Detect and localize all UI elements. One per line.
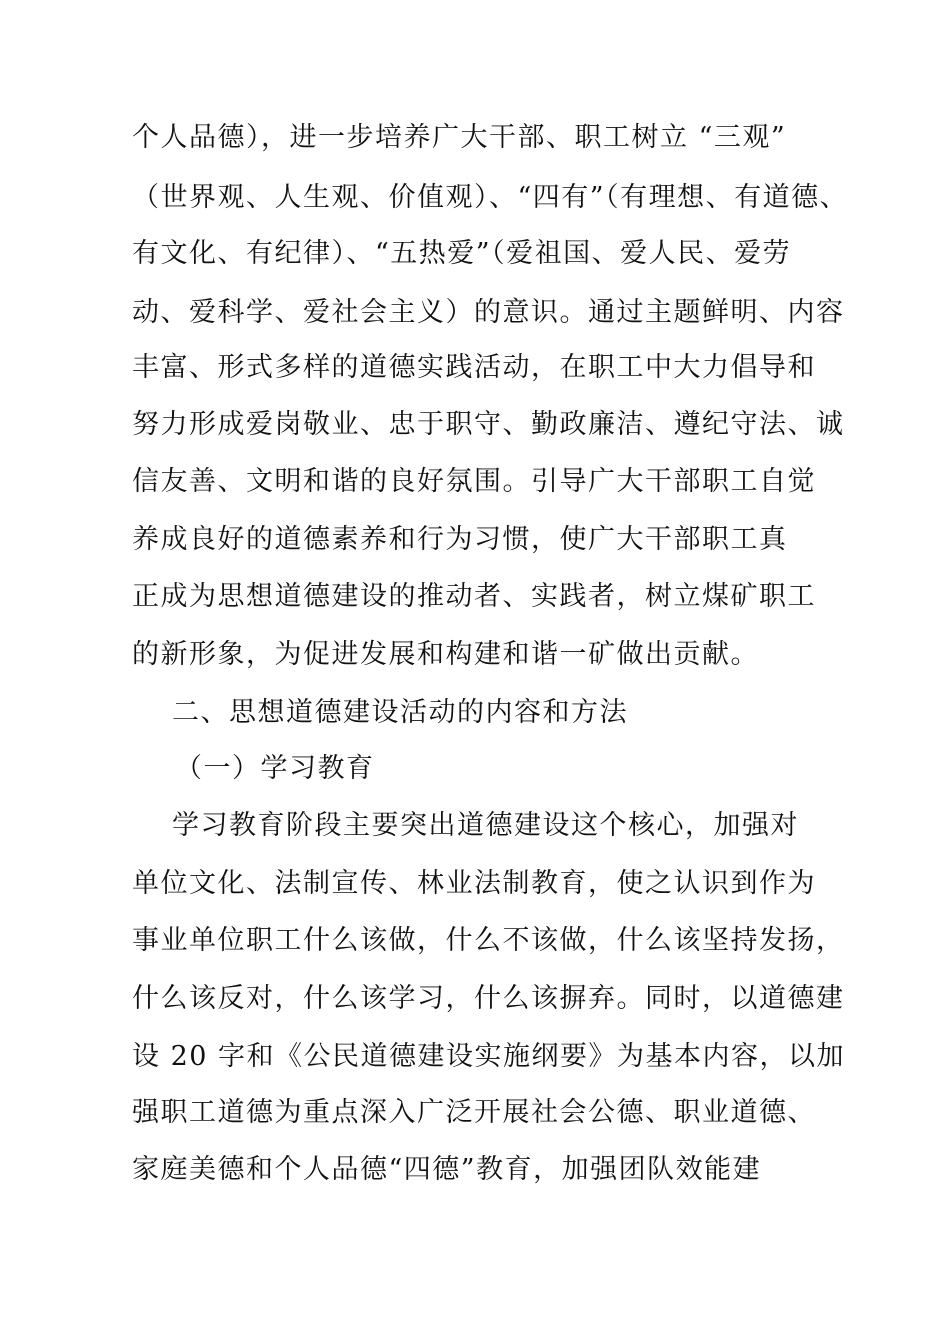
paragraph-line: 学习教育阶段主要突出道德建设这个核心，加强对 [172,810,799,841]
paragraph-line: 正成为思想道德建设的推动者、实践者，树立煤矿职工 [132,581,816,612]
paragraph-line: 什么该反对，什么该学习，什么该摒弃。同时，以道德建 [132,983,845,1014]
paragraph-line: （世界观、人生观、价值观）、“四有”（有理想、有道德、 [132,182,849,213]
paragraph-line: 设 20 字和《公民道德建设实施纲要》为基本内容，以加 [132,1041,846,1072]
paragraph-line: 信友善、文明和谐的良好氛围。引导广大干部职工自觉 [132,466,816,497]
section-heading: 二、思想道德建设活动的内容和方法 [172,697,628,728]
paragraph-line: 动、爱科学、爱社会主义）的意识。通过主题鲜明、内容 [132,297,845,328]
paragraph-line: 个人品德），进一步培养广大干部、职工树立 “三观” [132,122,787,153]
paragraph-line: 丰富、形式多样的道德实践活动，在职工中大力倡导和 [132,352,816,383]
paragraph-line: 努力形成爱岗敬业、忠于职守、勤政廉洁、遵纪守法、诚 [132,409,845,440]
paragraph-line: 有文化、有纪律）、“五热爱”（爱祖国、爱人民、爱劳 [132,238,792,269]
subsection-heading: （一）学习教育 [175,753,375,784]
paragraph-line: 单位文化、法制宣传、林业法制教育，使之认识到作为 [132,868,816,899]
paragraph-line: 的新形象，为促进发展和构建和谐一矿做出贡献。 [132,639,759,670]
paragraph-line: 强职工道德为重点深入广泛开展社会公德、职业道德、 [132,1097,816,1128]
paragraph-line: 养成良好的道德素养和行为习惯，使广大干部职工真 [132,524,788,555]
paragraph-line: 事业单位职工什么该做，什么不该做，什么该坚持发扬， [132,925,845,956]
paragraph-line: 家庭美德和个人品德“四德”教育，加强团队效能建 [132,1154,762,1185]
